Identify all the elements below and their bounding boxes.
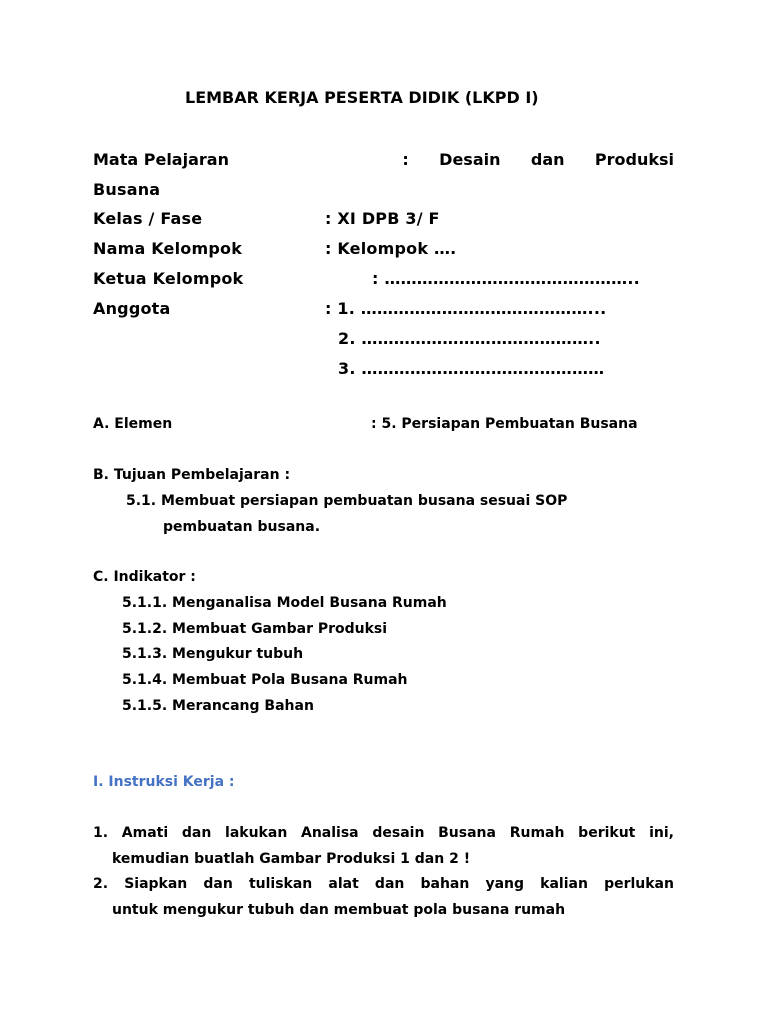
anggota-label: Anggota: [93, 299, 171, 318]
mata-pelajaran-colon: :: [402, 150, 409, 169]
elemen-label: A. Elemen: [93, 416, 173, 432]
mata-pelajaran-word-1: Desain: [439, 150, 501, 169]
instruksi-heading: I. Instruksi Kerja :: [93, 774, 235, 790]
elemen-value: : 5. Persiapan Pembuatan Busana: [371, 416, 638, 432]
instruksi-2-word: dan: [374, 876, 405, 892]
instruksi-1-word: Rumah: [509, 825, 565, 841]
instruksi-1-word: berikut: [578, 825, 636, 841]
instruksi-1-word: lakukan: [225, 825, 288, 841]
anggota-member-3: 3. ………………………………………: [338, 359, 605, 378]
mata-pelajaran-word-2: dan: [530, 150, 565, 169]
indikator-item: 5.1.4. Membuat Pola Busana Rumah: [122, 672, 408, 688]
mata-pelajaran-value-cont: Busana: [93, 180, 161, 199]
indikator-item: 5.1.1. Menganalisa Model Busana Rumah: [122, 595, 447, 611]
instruksi-2-word: yang: [485, 876, 525, 892]
instruksi-1-word: 1.: [93, 825, 109, 841]
instruksi-item-1-row: [93, 825, 674, 841]
instruksi-2-word: alat: [328, 876, 359, 892]
tujuan-pembelajaran-label: B. Tujuan Pembelajaran :: [93, 467, 291, 483]
tujuan-line-1: 5.1. Membuat persiapan pembuatan busana sesuai SOP: [126, 493, 568, 509]
instruksi-1-word: desain: [372, 825, 425, 841]
instruksi-2-word: Siapkan: [124, 876, 188, 892]
nama-kelompok-label: Nama Kelompok: [93, 239, 243, 258]
instruksi-2-word: perlukan: [604, 876, 674, 892]
instruksi-2-word: 2.: [93, 876, 109, 892]
indikator-item: 5.1.3. Mengukur tubuh: [122, 646, 304, 662]
instruksi-1-word: dan: [181, 825, 212, 841]
tujuan-line-2: pembuatan busana.: [163, 519, 321, 535]
nama-kelompok-value: : Kelompok ….: [325, 239, 457, 258]
page-title: LEMBAR KERJA PESERTA DIDIK (LKPD I): [185, 88, 539, 107]
ketua-kelompok-label: Ketua Kelompok: [93, 269, 244, 288]
instruksi-item-1-cont: kemudian buatlah Gambar Produksi 1 dan 2 !: [112, 851, 471, 867]
instruksi-1-word: Busana: [438, 825, 496, 841]
instruksi-1-word: Analisa: [301, 825, 359, 841]
kelas-label: Kelas / Fase: [93, 209, 203, 228]
instruksi-1-word: Amati: [121, 825, 169, 841]
indikator-item: 5.1.2. Membuat Gambar Produksi: [122, 621, 388, 637]
mata-pelajaran-word-3: Produksi: [594, 150, 674, 169]
indikator-item: 5.1.5. Merancang Bahan: [122, 698, 314, 714]
anggota-member-2: 2. ……………………………………..: [338, 329, 601, 348]
anggota-member-1: : 1. ……………………………………...: [325, 299, 607, 318]
mata-pelajaran-label: Mata Pelajaran: [93, 150, 229, 169]
instruksi-2-word: bahan: [420, 876, 470, 892]
instruksi-2-word: tuliskan: [248, 876, 313, 892]
instruksi-1-word: ini,: [649, 825, 674, 841]
mata-pelajaran-row: [93, 150, 674, 169]
kelas-value: : XI DPB 3/ F: [325, 209, 440, 228]
instruksi-item-2-row: [93, 876, 674, 892]
ketua-kelompok-value: : ………………………………………..: [372, 269, 640, 288]
instruksi-2-word: kalian: [540, 876, 588, 892]
instruksi-2-word: dan: [203, 876, 233, 892]
indikator-label: C. Indikator :: [93, 569, 196, 585]
instruksi-item-2-cont: untuk mengukur tubuh dan membuat pola busana rumah: [112, 902, 566, 918]
